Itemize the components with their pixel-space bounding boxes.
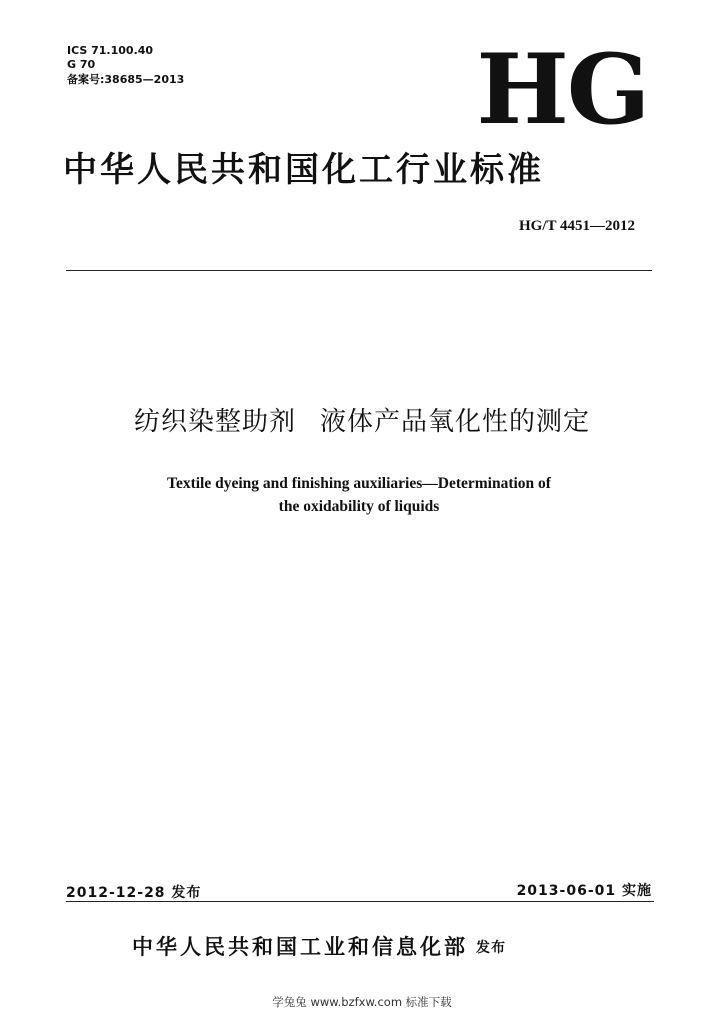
classification-code: G 70 (67, 58, 96, 71)
record-number: 备案号:38685—2013 (67, 73, 185, 86)
chinese-title-part1: 纺织染整助剂 (133, 407, 296, 437)
publisher (132, 932, 506, 963)
publisher-name: 中华人民共和国工业和信息化部 (132, 934, 468, 959)
footer-divider (66, 901, 654, 902)
implementation-date: 2013-06-01 实施 (516, 883, 652, 899)
hg-logo: HG (476, 33, 649, 146)
chinese-title-part2: 液体产品氧化性的测定 (320, 407, 591, 437)
standard-code: HG/T 4451—2012 (519, 218, 635, 234)
header-divider (66, 270, 652, 271)
ics-code: ICS 71.100.40 (67, 44, 154, 57)
english-title (0, 472, 718, 518)
publisher-suffix: 发布 (476, 940, 506, 956)
watermark-link[interactable]: 学兔兔 www.bzfxw.com 标准下载 (272, 995, 452, 1009)
english-title-line1: Textile dyeing and finishing auxiliaries—Determination of (167, 475, 551, 492)
english-title-line2: the oxidability of liquids (278, 498, 440, 515)
standard-category-title: 中华人民共和国化工行业标准 (63, 150, 544, 190)
chinese-title (0, 404, 724, 440)
issue-date: 2012-12-28 发布 (66, 885, 202, 901)
